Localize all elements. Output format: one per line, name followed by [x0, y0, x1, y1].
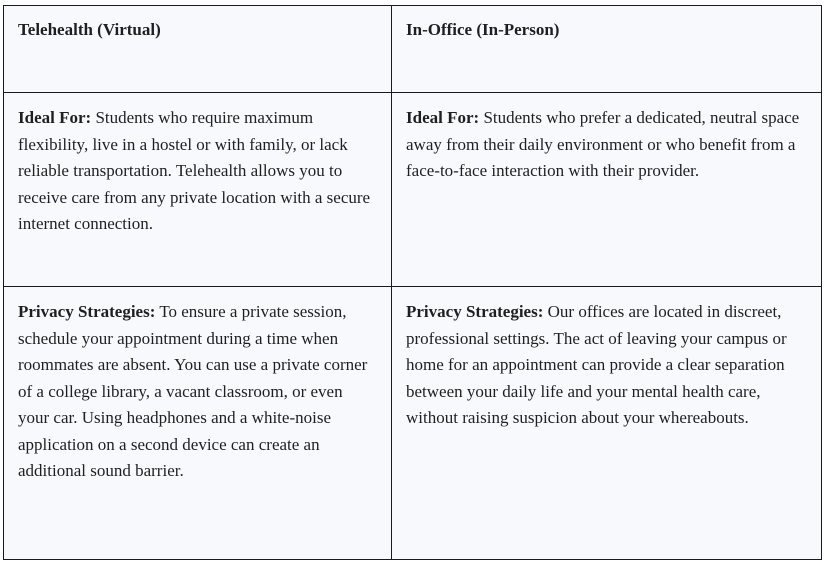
header-in-office: In-Office (In-Person) — [392, 6, 822, 93]
cell-telehealth-privacy-strategies — [4, 287, 392, 560]
care-options-comparison-table — [3, 5, 822, 560]
table-row-ideal-for — [4, 93, 822, 287]
cell-in-office-ideal-for — [392, 93, 822, 287]
table-row-privacy-strategies — [4, 287, 822, 560]
cell-text: Our offices are located in discreet, professional settings. The act of leaving your campus or home for an appointment can provide a clear separation between your daily life and your mental health care, without raising suspicion about your whereabouts. — [406, 302, 787, 427]
comparison-table-wrapper — [3, 5, 822, 560]
cell-text: To ensure a private session, schedule your appointment during a time when roommates are absent. You can use a private corner of a college library, a vacant classroom, or even your car. Using headphones and a white-noise application on a second device can create an additional sound barrier. — [18, 302, 368, 480]
cell-telehealth-ideal-for — [4, 93, 392, 287]
cell-text: Students who prefer a dedicated, neutral space away from their daily environment or who benefit from a face-to-face interaction with their provider. — [406, 108, 800, 180]
table-header-row — [4, 6, 822, 93]
cell-in-office-privacy-strategies — [392, 287, 822, 560]
row-label-ideal-for: Ideal For: — [406, 108, 480, 127]
header-telehealth: Telehealth (Virtual) — [4, 6, 392, 93]
row-label-privacy-strategies: Privacy Strategies: — [406, 302, 544, 321]
cell-text: Students who require maximum flexibility, live in a hostel or with family, or lack reliable transportation. Telehealth allows you to receive care from any private location with a secure internet connection. — [18, 108, 371, 233]
row-label-privacy-strategies: Privacy Strategies: — [18, 302, 156, 321]
row-label-ideal-for: Ideal For: — [18, 108, 92, 127]
